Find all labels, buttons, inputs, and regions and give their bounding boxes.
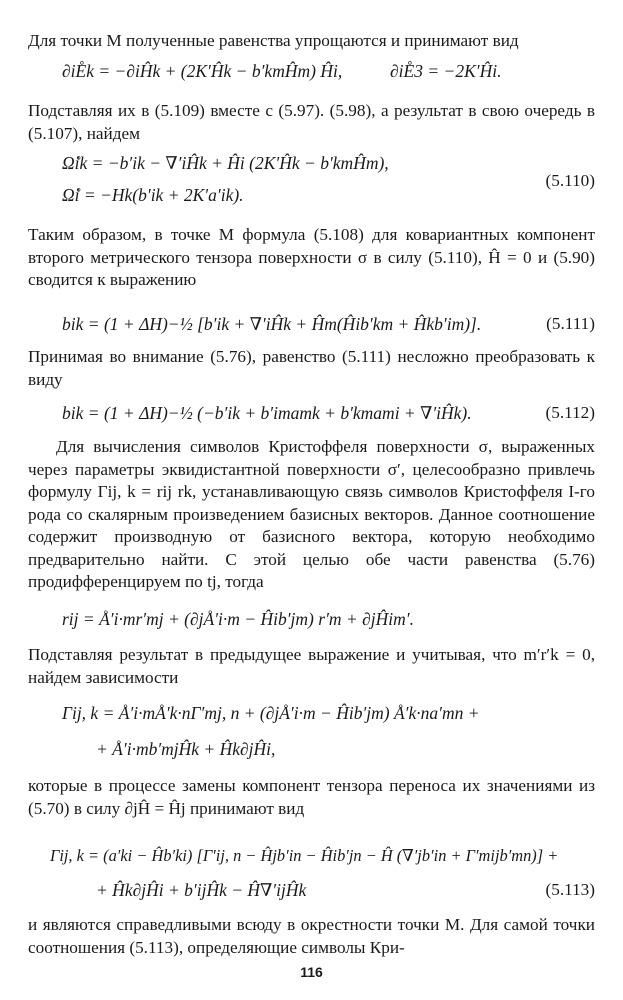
equation-5113-line1: Γij, k = (a′ki − Ĥb′ki) [Γ′ij, n − Ĥjb′in − Ĥib′jn − Ĥ (∇′jb′in + Γ′mijb′mn)] + xyxy=(50,846,559,865)
paragraph-christoffel: Для вычисления символов Кристоффеля поверхности σ, выраженных через параметры эквидистантной поверхности σ′, целесообразно привлечь формулу Γij, k = rij rk, устанавливающую связь символов Кристоффеля I-го рода со скалярным произведением базисных векторов. Данное соотношение содержит производную от базисного вектора, которую необходимо предварительно найти. С этой целью обе части равенства (5.76) продифференцируем по tj, тогда xyxy=(28,437,595,591)
page-number: 116 xyxy=(300,964,323,980)
equation-rij: rij = Å′i·mr′mj + (∂jÅ′i·m − Ĥib′jm) r′m + ∂jĤim′. xyxy=(62,609,414,629)
equation-omega-i: Ω̊i = −Hk(b′ik + 2K′a′ik). xyxy=(62,185,244,205)
equation-gamma-line2: + Å′i·mb′mjĤk + Ĥk∂jĤi, xyxy=(96,739,276,759)
equation-5111: bik = (1 + ΔH)−½ [b′ik + ∇′iĤk + Ĥm(Ĥib′km + Ĥkb′im)]. xyxy=(62,314,482,334)
equation-number-5112: (5.112) xyxy=(545,403,595,422)
equation-number-5110: (5.110) xyxy=(545,171,595,190)
equation-5113-line2: + Ĥk∂jĤi + b′ijĤk − Ĥ∇′ijĤk xyxy=(96,880,307,900)
paragraph-substituting-result: Подставляя результат в предыдущее выражение и учитывая, что m′r′k = 0, найдем зависимости xyxy=(28,645,595,687)
equation-omega-ik: Ω̊ik = −b′ik − ∇′iĤk + Ĥi (2K′Ĥk − b′kmĤm), xyxy=(62,153,389,173)
paragraph-replacement: которые в процессе замены компонент тензора переноса их значениями из (5.70) в силу ∂jĤ = Ĥj принимают вид xyxy=(28,776,595,818)
paragraph-substitute: Подставляя их в (5.109) вместе с (5.97). (5.98), а результат в свою очередь в (5.107), найдем xyxy=(28,101,595,143)
paragraph-intro: Для точки M полученные равенства упрощаются и принимают вид xyxy=(28,31,519,50)
paragraph-valid-everywhere: и являются справедливыми всюду в окрестности точки M. Для самой точки соотношения (5.113), определяющие символы Кри- xyxy=(28,915,595,957)
equation-number-5111: (5.111) xyxy=(546,314,595,333)
equation-derivative-e: ∂iE̊k = −∂iĤk + (2K′Ĥk − b′kmĤm) Ĥi, xyxy=(62,61,343,81)
equation-number-5113: (5.113) xyxy=(545,880,595,899)
equation-derivative-e3: ∂iE̊3 = −2K′Ĥi. xyxy=(390,61,502,81)
paragraph-thus: Таким образом, в точке M формула (5.108) для ковариантных компонент второго метрического тензора поверхности σ в силу (5.110), Ĥ = 0 и (5.90) сводится к выражению xyxy=(28,225,595,289)
paragraph-taking-into-account: Принимая во внимание (5.76), равенство (5.111) несложно преобразовать к виду xyxy=(28,347,595,389)
equation-5112: bik = (1 + ΔH)−½ (−b′ik + b′imamk + b′kmami + ∇′iĤk). xyxy=(62,403,472,423)
equation-gamma-line1: Γij, k = Å′i·mÅ′k·nΓ′mj, n + (∂jÅ′i·m − Ĥib′jm) Å′k·na′mn + xyxy=(62,703,480,723)
